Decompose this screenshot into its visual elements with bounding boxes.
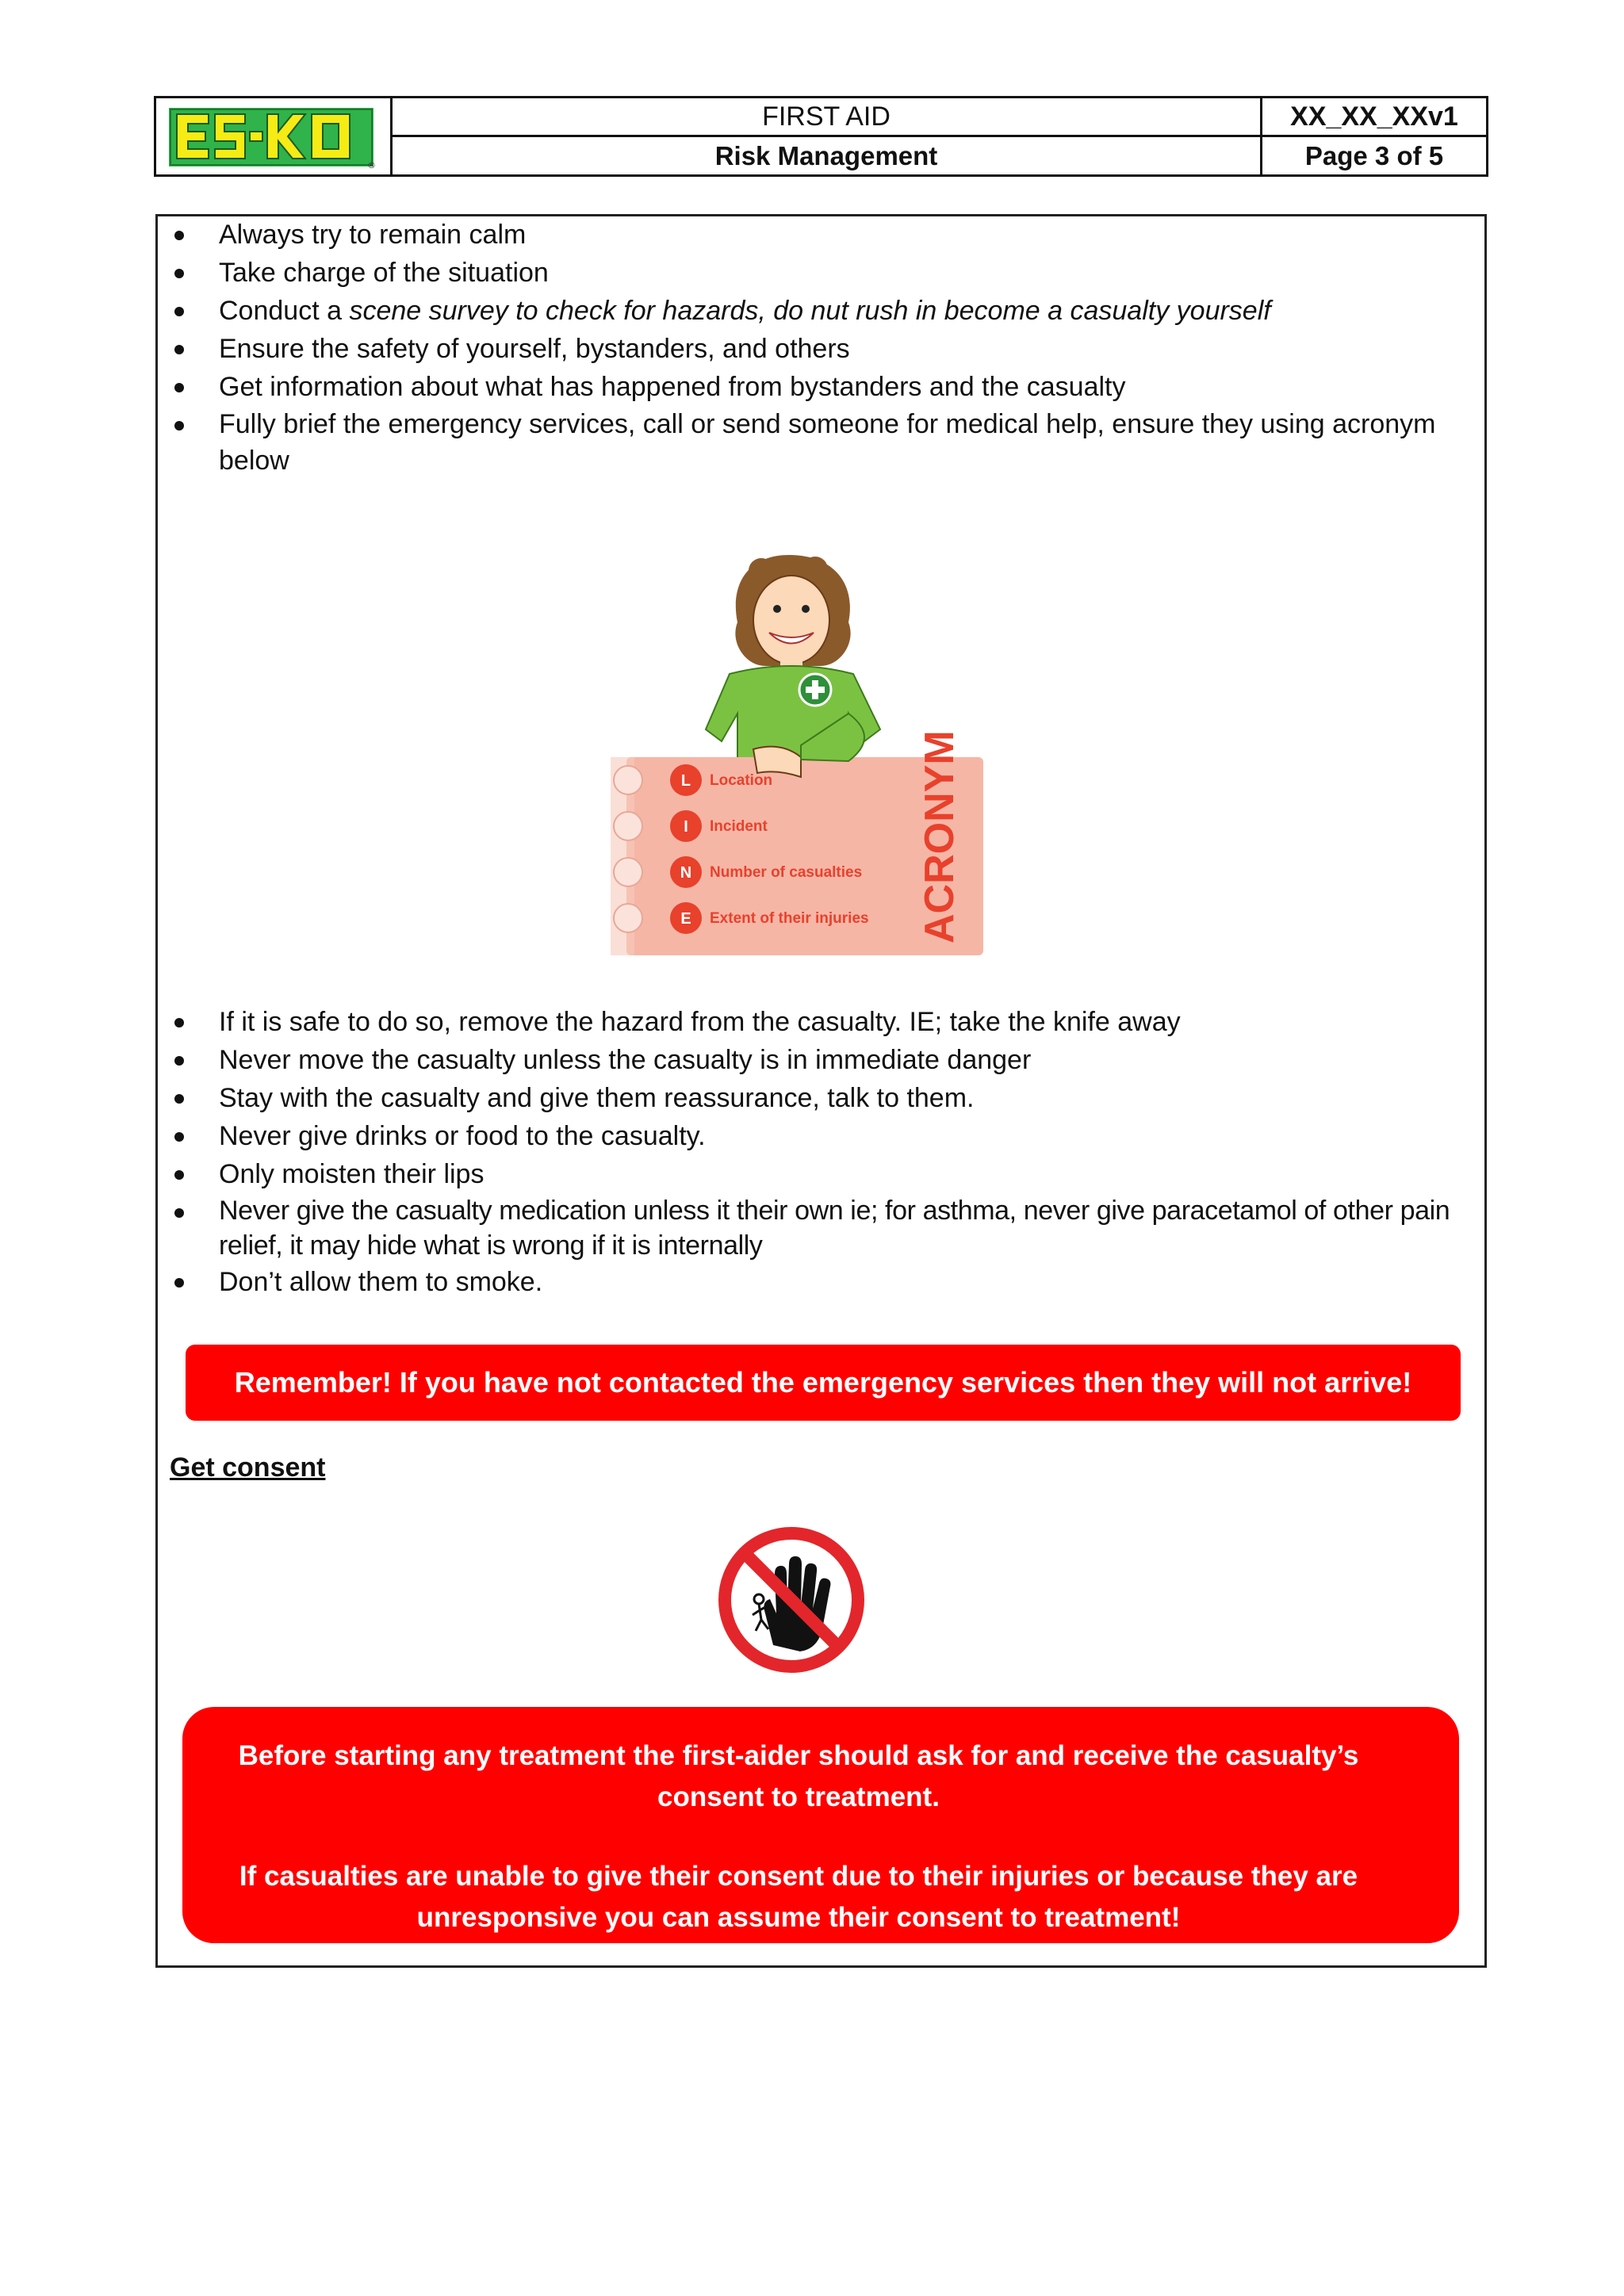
list-item: If it is safe to do so, remove the hazard from the casualty. IE; take the knife away: [219, 1003, 1456, 1041]
esko-logo: [166, 101, 381, 171]
list-item: Get information about what has happened from bystanders and the casualty: [219, 368, 1456, 406]
list-item: [219, 292, 1456, 330]
acronym-illustration: [611, 547, 983, 959]
consent-paragraph-2: If casualties are unable to give their consent due to their injuries or because they are unresponsive you can assume their consent to treatment!: [239, 1861, 1358, 1933]
consent-paragraph-1: Before starting any treatment the first-aider should ask for and receive the casualty’s consent to treatment.: [238, 1740, 1359, 1812]
acronym-letter: E: [680, 910, 691, 928]
remember-banner: [186, 1345, 1461, 1421]
document-subtitle: Risk Management: [393, 137, 1262, 174]
acronym-heading: ACRONYM: [917, 730, 963, 943]
casualty-care-list: [219, 1003, 1456, 1301]
list-item-italic-text: scene survey to check for hazards, do nut rush in become a casualty yourself: [349, 296, 1271, 326]
acronym-label: Extent of their injuries: [710, 910, 869, 927]
list-item: Always try to remain calm: [219, 216, 1456, 254]
list-item: Don’t allow them to smoke.: [219, 1263, 1456, 1301]
list-item: Never move the casualty unless the casualty is in immediate danger: [219, 1041, 1456, 1079]
document-header: [154, 96, 1488, 177]
first-aid-steps-list: [219, 216, 1456, 479]
consent-heading: Get consent: [170, 1452, 326, 1483]
list-item: Take charge of the situation: [219, 254, 1456, 292]
acronym-letter: L: [680, 772, 691, 790]
list-item: Ensure the safety of yourself, bystanders, and others: [219, 330, 1456, 368]
list-item-text: Conduct a: [219, 296, 350, 326]
remember-banner-text: Remember! If you have not contacted the emergency services then they will not arrive!: [234, 1366, 1412, 1399]
document-code: XX_XX_XXv1: [1262, 98, 1486, 137]
acronym-label: Number of casualties: [710, 864, 863, 881]
acronym-letter: I: [684, 818, 688, 836]
acronym-label: Location: [710, 772, 773, 789]
consent-info-box: [182, 1707, 1459, 1943]
logo-cell: [156, 98, 393, 174]
list-item: Stay with the casualty and give them reassurance, talk to them.: [219, 1079, 1456, 1117]
list-item: Never give drinks or food to the casualty.: [219, 1117, 1456, 1155]
no-entry-hand-icon: [718, 1526, 865, 1674]
list-item: Only moisten their lips: [219, 1155, 1456, 1193]
list-item: Never give the casualty medication unless it their own ie; for asthma, never give paracetamol of other pain relief, it may hide what is wrong if it is internally: [219, 1193, 1456, 1263]
list-item: Fully brief the emergency services, call or send someone for medical help, ensure they using acronym below: [219, 406, 1456, 479]
acronym-label: Incident: [710, 818, 768, 835]
document-title: FIRST AID: [393, 98, 1262, 137]
acronym-letter: N: [680, 864, 692, 882]
page-number: Page 3 of 5: [1304, 140, 1444, 170]
svg-text:®: ®: [366, 160, 376, 170]
